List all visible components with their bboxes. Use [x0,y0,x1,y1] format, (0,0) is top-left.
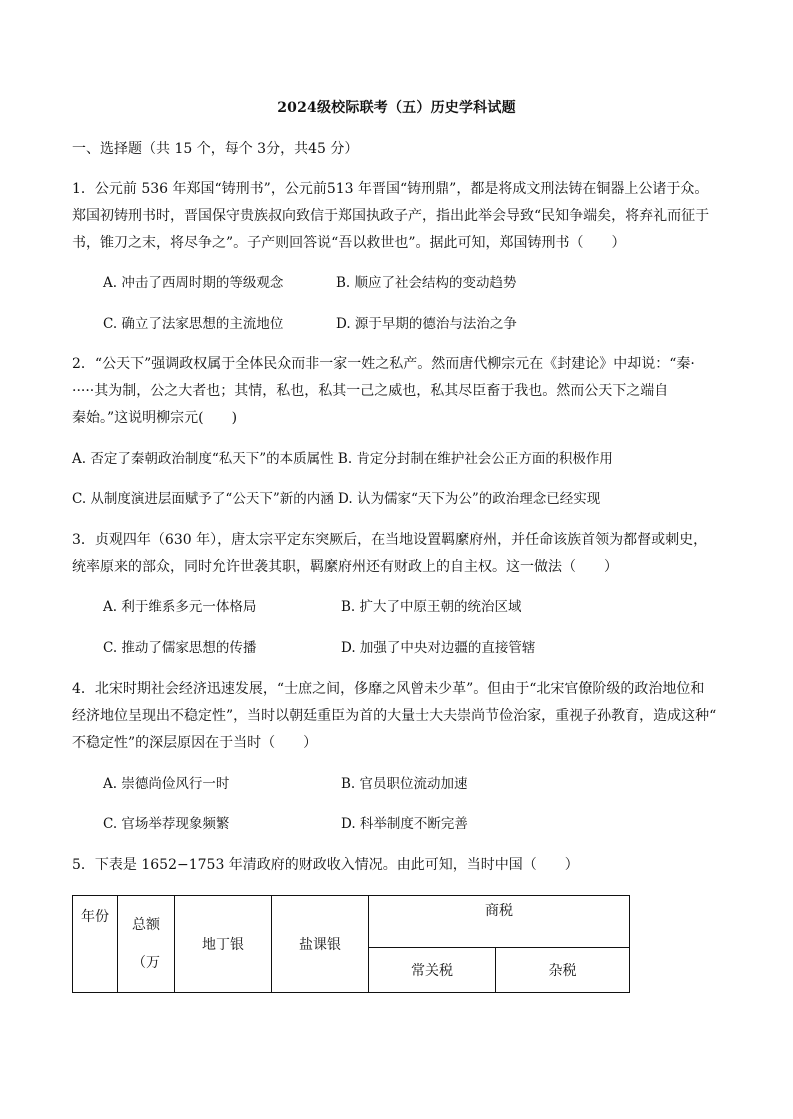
question-4-line-3: 不稳定性”的深层原因在于当时（ ） [72,735,318,751]
question-1-option-c[interactable]: C. 确立了法家思想的主流地位 [103,316,284,332]
exam-title: 2024级校际联考（五）历史学科试题 [277,100,516,116]
question-1-line-1: 1．公元前 536 年郑国“铸刑书”，公元前513 年晋国“铸刑鼎”，都是将成文刑法铸在铜器上公诸于众。 [72,181,709,197]
header-misc-tax: 杂税 [496,947,630,992]
header-commerce-tax: 商税 [369,896,630,948]
question-2-line-1: 2．“公天下”强调政权属于全体民众而非一家一姓之私产。然而唐代柳宗元在《封建论》中却说：“秦· [72,356,695,372]
header-year: 年份 [73,896,118,993]
fiscal-revenue-table [72,895,630,993]
question-1-option-a[interactable]: A. 冲击了西周时期的等级观念 [103,275,284,291]
question-4-option-b[interactable]: B. 官员职位流动加速 [341,776,468,792]
question-4-option-a[interactable]: A. 崇德尚俭风行一时 [103,776,230,792]
question-3-line-2: 统率原来的部众，同时允许世袭其职，羁縻府州还有财政上的自主权。这一做法（ ） [72,559,618,575]
header-total-line-1: 总额 [132,917,160,933]
question-3-option-c[interactable]: C. 推动了儒家思想的传播 [103,640,257,656]
header-salt-tax: 盐课银 [272,896,369,993]
question-2-options-cd[interactable]: C. 从制度演进层面赋予了“公天下”新的内涵 D. 认为儒家“天下为公”的政治理念已经实现 [72,491,601,507]
question-4-option-d[interactable]: D. 科举制度不断完善 [341,816,468,832]
question-1-option-b[interactable]: B. 顺应了社会结构的变动趋势 [336,275,517,291]
question-3-line-1: 3．贞观四年（630 年），唐太宗平定东突厥后，在当地设置羁縻府州，并任命该族首领为都督或刺史， [72,532,708,548]
header-customs-tax: 常关税 [369,947,496,992]
question-4-line-2: 经济地位呈现出不稳定性”，当时以朝廷重臣为首的大量士大夫崇尚节俭治家，重视子孙教育，造成这种“ [72,708,717,724]
question-1-option-d[interactable]: D. 源于早期的德治与法治之争 [336,316,517,332]
section-heading: 一、选择题（共 15 个，每个 3分，共45 分） [72,141,359,157]
question-3-option-a[interactable]: A. 利于维系多元一体格局 [103,599,257,615]
question-4-option-c[interactable]: C. 官场举荐现象频繁 [103,816,230,832]
question-1-line-3: 书，锥刀之末，将尽争之”。子产则回答说“吾以救世也”。据此可知，郑国铸刑书（ ） [72,235,626,251]
question-3-option-d[interactable]: D. 加强了中央对边疆的直接管辖 [341,640,536,656]
header-total [118,896,175,993]
question-2-options-ab[interactable]: A. 否定了秦朝政治制度“私天下”的本质属性 B. 肯定分封制在维护社会公正方面的积极作用 [72,451,613,467]
question-1-line-2: 郑国初铸刑书时，晋国保守贵族叔向致信于郑国执政子产，指出此举会导致“民知争端矣，将弃礼而征于 [72,208,710,224]
question-4-line-1: 4．北宋时期社会经济迅速发展，“士庶之间，侈靡之风曾未少革”。但由于“北宋官僚阶级的政治地位和 [72,681,705,697]
header-land-tax: 地丁银 [175,896,272,993]
header-total-line-2: （万 [132,955,160,971]
question-2-line-3: 秦始。”这说明柳宗元( ) [72,410,238,426]
question-3-option-b[interactable]: B. 扩大了中原王朝的统治区域 [341,599,522,615]
question-5-line-1: 5．下表是 1652−1753 年清政府的财政收入情况。由此可知，当时中国（ ） [72,857,579,873]
question-2-line-2: ·····其为制，公之大者也；其情，私也，私其一己之威也，私其尽臣畜于我也。然而公天下之端自 [72,383,669,399]
